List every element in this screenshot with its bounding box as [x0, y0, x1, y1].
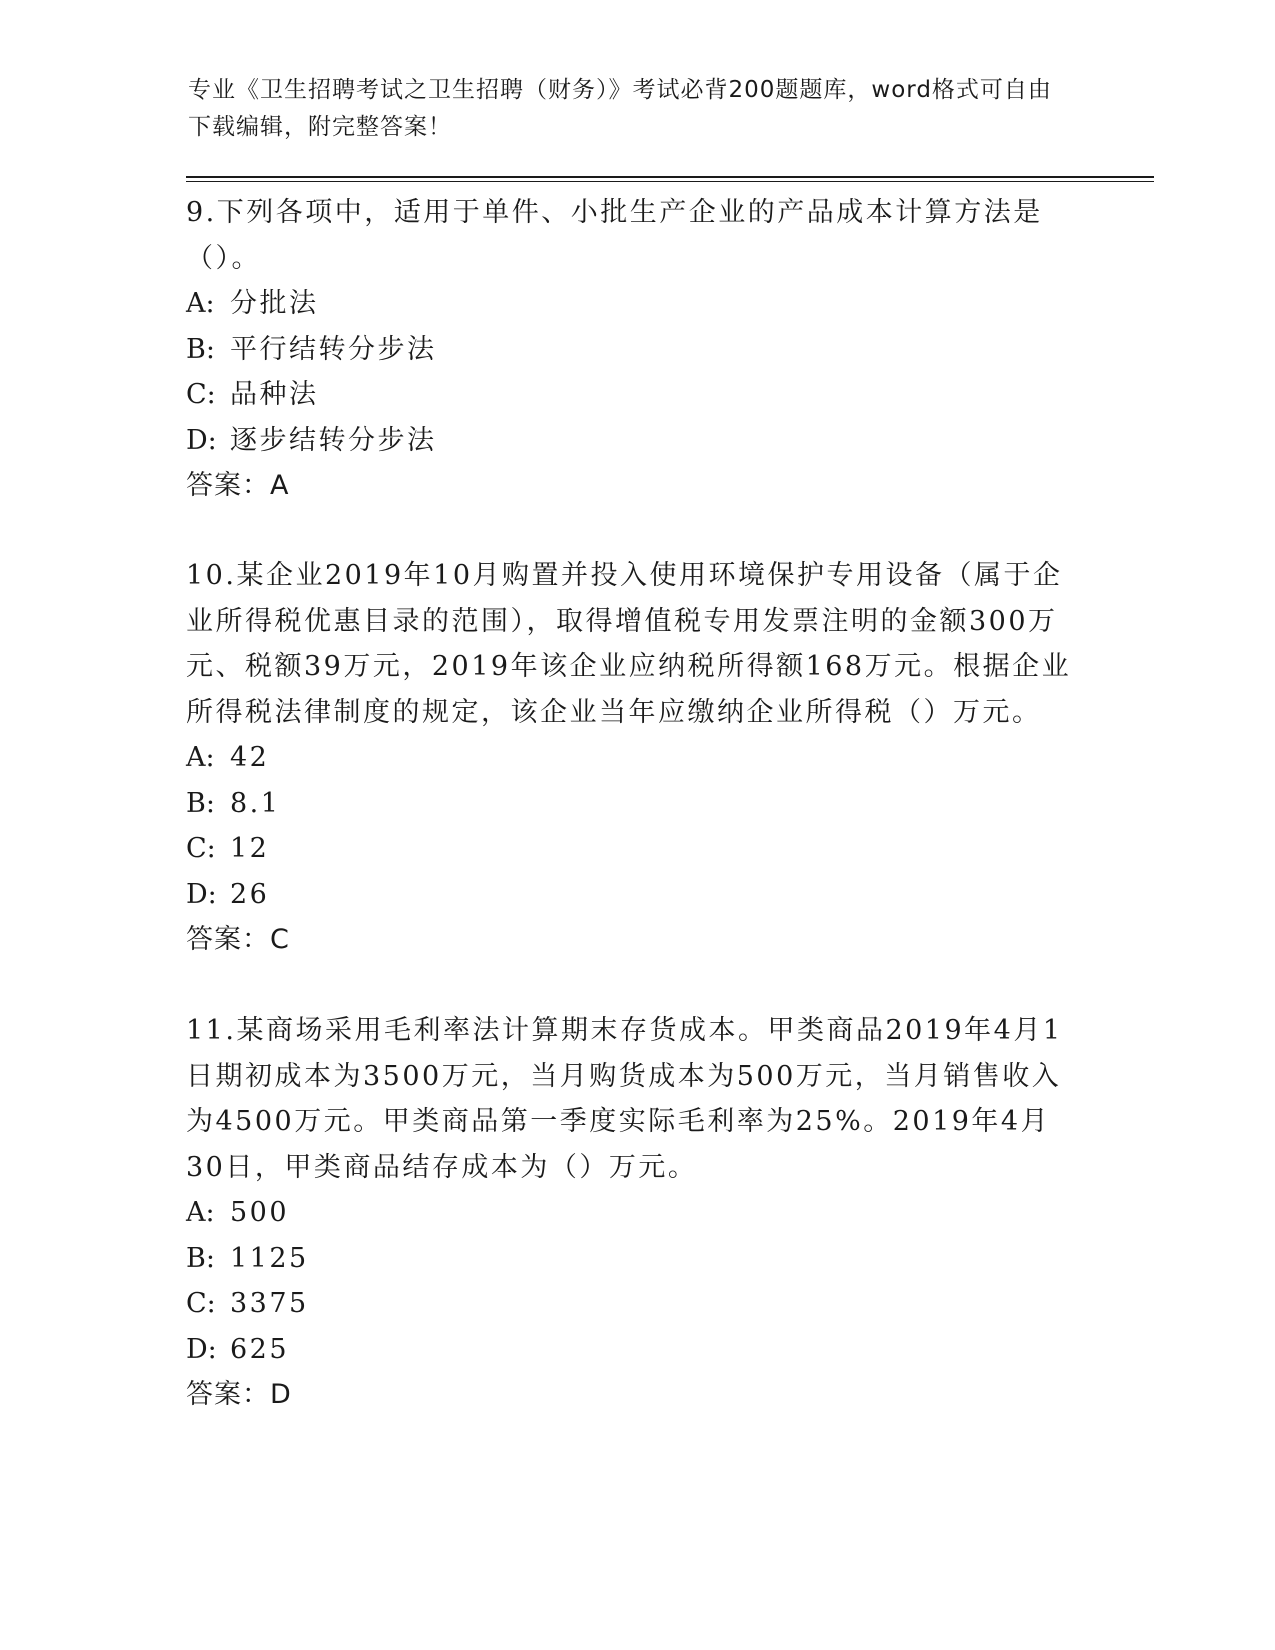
option-key: A: — [186, 288, 215, 319]
header-divider-thin — [186, 181, 1154, 182]
option-text: 500 — [230, 1197, 290, 1228]
option-text: 平行结转分步法 — [230, 333, 437, 365]
option-b — [186, 327, 1086, 373]
answer-label: 答案：D — [186, 1379, 292, 1410]
option-text: 42 — [230, 742, 270, 773]
document-header: 专业《卫生招聘考试之卫生招聘（财务）》考试必背200题题库，word格式可自由下载编辑，附完整答案！ — [188, 77, 1052, 140]
option-d — [186, 872, 1086, 918]
option-key: D: — [186, 424, 217, 456]
option-c — [186, 826, 1086, 872]
option-a — [186, 735, 1086, 781]
question-stem: 9.下列各项中，适用于单件、小批生产企业的产品成本计算方法是（）。 — [186, 197, 1043, 274]
option-key: C: — [186, 1288, 216, 1319]
option-key: B: — [186, 1242, 215, 1274]
question-9 — [186, 190, 1086, 509]
option-c — [186, 372, 1086, 418]
option-d — [186, 1327, 1086, 1373]
option-text: 26 — [230, 878, 270, 910]
question-11 — [186, 1008, 1086, 1418]
option-text: 12 — [230, 833, 270, 864]
option-b — [186, 781, 1086, 827]
question-stem: 11.某商场采用毛利率法计算期末存货成本。甲类商品2019年4月1日期初成本为3500万元，当月购货成本为500万元，当月销售收入为4500万元。甲类商品第一季度实际毛利率为25%。2019年4月30日，甲类商品结存成本为（）万元。 — [186, 1015, 1063, 1183]
answer-label: 答案：C — [186, 924, 290, 955]
question-stem: 10.某企业2019年10月购置并投入使用环境保护专用设备（属于企业所得税优惠目录的范围），取得增值税专用发票注明的金额300万元、税额39万元，2019年该企业应纳税所得额168万元。根据企业所得税法律制度的规定，该企业当年应缴纳企业所得税（）万元。 — [186, 560, 1072, 728]
option-text: 625 — [230, 1333, 290, 1365]
option-d — [186, 418, 1086, 464]
option-a — [186, 1190, 1086, 1236]
option-a — [186, 281, 1086, 327]
option-key: D: — [186, 1333, 217, 1365]
option-text: 分批法 — [230, 288, 319, 319]
option-key: C: — [186, 833, 216, 864]
answer-label: 答案：A — [186, 470, 290, 501]
header-divider-thick — [186, 176, 1154, 178]
option-key: C: — [186, 379, 216, 410]
option-text: 1125 — [230, 1242, 309, 1274]
option-key: D: — [186, 878, 217, 910]
option-key: A: — [186, 1197, 215, 1228]
option-b — [186, 1236, 1086, 1282]
option-text: 3375 — [230, 1288, 309, 1319]
option-key: B: — [186, 787, 215, 819]
option-text: 逐步结转分步法 — [230, 424, 437, 456]
option-text: 品种法 — [230, 379, 319, 410]
option-c — [186, 1281, 1086, 1327]
option-key: A: — [186, 742, 215, 773]
option-text: 8.1 — [230, 787, 281, 819]
question-10 — [186, 553, 1086, 963]
option-key: B: — [186, 333, 215, 365]
